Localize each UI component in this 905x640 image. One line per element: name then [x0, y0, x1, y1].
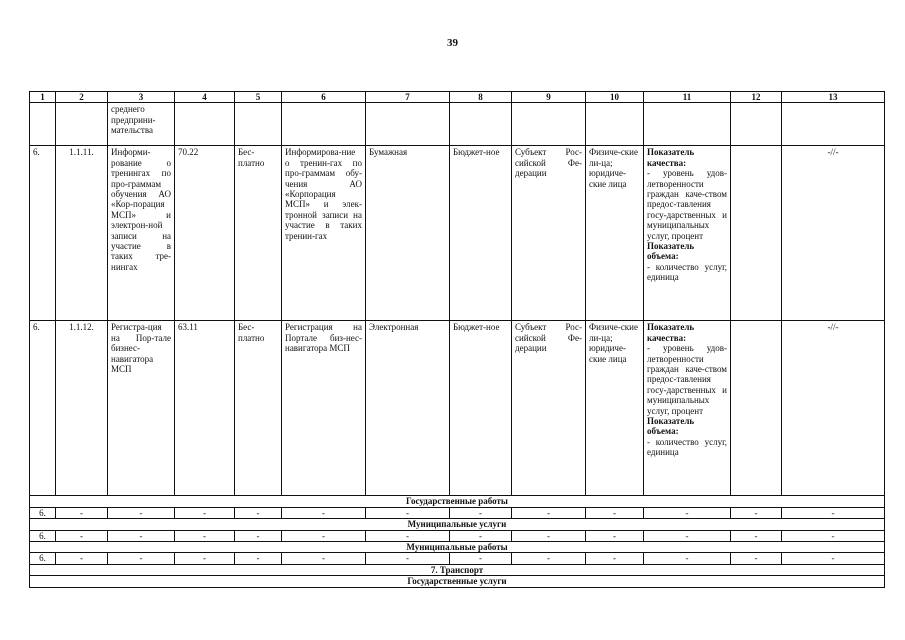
dash-cell: - [512, 507, 586, 518]
table-row [30, 146, 885, 321]
column-header: 7 [366, 92, 450, 103]
payment-type: Бес-платно [235, 321, 282, 496]
section-title: Государственные услуги [30, 576, 885, 587]
section-title: Государственные работы [30, 496, 885, 507]
column-header: 5 [235, 92, 282, 103]
table-cell [782, 103, 885, 146]
section-row [30, 564, 885, 575]
dash-cell: - [450, 553, 512, 564]
column-number-row [30, 92, 885, 103]
empty-entry-row [30, 553, 885, 564]
table-cell [56, 103, 108, 146]
quality-indicator-text: - уровень удов-летворенности граждан каче-ством предос-тавления госу-дарственных и муниципальных услуг, процент [647, 343, 727, 416]
dash-cell: - [366, 507, 450, 518]
column-header: 3 [108, 92, 175, 103]
section-title: 7. Транспорт [30, 564, 885, 575]
service-content: Регистрация на Портале биз-нес-навигатора МСП [282, 321, 366, 496]
dash-cell: - [175, 507, 235, 518]
table-cell [282, 103, 366, 146]
table-cell [450, 103, 512, 146]
service-indicators [644, 321, 731, 496]
table-cell [235, 103, 282, 146]
column-header: 12 [731, 92, 782, 103]
dash-cell: - [366, 530, 450, 541]
dash-cell: - [56, 507, 108, 518]
dash-cell: - [56, 553, 108, 564]
row-number: 6. [30, 146, 56, 321]
dash-cell: - [235, 530, 282, 541]
dash-cell: - [175, 530, 235, 541]
page-number: 39 [447, 37, 458, 49]
dash-cell: - [731, 507, 782, 518]
institution-type: Бюджет-ное [450, 146, 512, 321]
dash-cell: - [108, 553, 175, 564]
column-header: 6 [282, 92, 366, 103]
dash-cell: - [731, 530, 782, 541]
dash-cell: - [366, 553, 450, 564]
row-number: 6. [30, 530, 56, 541]
dash-cell: - [56, 530, 108, 541]
column-header: 10 [586, 92, 644, 103]
dash-cell: - [586, 507, 644, 518]
table-cell [512, 103, 586, 146]
column-header: 1 [30, 92, 56, 103]
table-cell: среднего предприни-мательства [108, 103, 175, 146]
row-number: 6. [30, 507, 56, 518]
dash-cell: - [782, 553, 885, 564]
section-row [30, 576, 885, 587]
volume-indicator-label: Показатель объема: [647, 416, 695, 437]
payment-type: Бес-платно [235, 146, 282, 321]
table-row [30, 321, 885, 496]
legal-basis: -//- [782, 146, 885, 321]
column-header: 2 [56, 92, 108, 103]
column-header: 4 [175, 92, 235, 103]
service-form: Электронная [366, 321, 450, 496]
dash-cell: - [512, 553, 586, 564]
dash-cell: - [282, 507, 366, 518]
row-number: 6. [30, 321, 56, 496]
volume-indicator-text: - количество услуг, единица [647, 436, 727, 458]
section-row [30, 496, 885, 507]
table-cell [30, 103, 56, 146]
founder-level: Субъект Рос-сийской Фе-дерации [512, 321, 586, 496]
founder-level: Субъект Рос-сийской Фе-дерации [512, 146, 586, 321]
service-name: Регистра-ция на Пор-тале бизнес-навигатора МСП [108, 321, 175, 496]
continuation-row [30, 103, 885, 146]
table-cell [731, 103, 782, 146]
empty-entry-row [30, 530, 885, 541]
okved-code: 70.22 [175, 146, 235, 321]
table-cell [644, 103, 731, 146]
table-cell [175, 103, 235, 146]
dash-cell: - [586, 553, 644, 564]
service-code: 1.1.11. [56, 146, 108, 321]
quality-indicator-label: Показатель качества: [647, 147, 695, 168]
column-header: 13 [782, 92, 885, 103]
empty-entry-row [30, 507, 885, 518]
dash-cell: - [235, 553, 282, 564]
section-row [30, 519, 885, 530]
dash-cell: - [644, 553, 731, 564]
dash-cell: - [282, 530, 366, 541]
service-content: Информирова-ние о тренин-гах по про-граммам обу-чения АО «Корпорация МСП» и элек-тронной записи на участие в таких тренин-гах [282, 146, 366, 321]
table-cell [586, 103, 644, 146]
dash-cell: - [782, 507, 885, 518]
consumer-category: Физиче-ские ли-ца; юридиче-ские лица [586, 321, 644, 496]
dash-cell: - [450, 507, 512, 518]
okved-code: 63.11 [175, 321, 235, 496]
dash-cell: - [175, 553, 235, 564]
quality-indicator-text: - уровень удов-летворенности граждан каче-ством предос-тавления госу-дарственных и муниципальных услуг, процент [647, 168, 727, 241]
quality-indicator-label: Показатель качества: [647, 322, 695, 343]
volume-indicator-label: Показатель объема: [647, 241, 695, 262]
institution-type: Бюджет-ное [450, 321, 512, 496]
service-indicators [644, 146, 731, 321]
service-code: 1.1.12. [56, 321, 108, 496]
dash-cell: - [108, 530, 175, 541]
column-header: 9 [512, 92, 586, 103]
table-cell [731, 146, 782, 321]
dash-cell: - [644, 530, 731, 541]
dash-cell: - [644, 507, 731, 518]
dash-cell: - [512, 530, 586, 541]
services-register-table [29, 91, 885, 588]
dash-cell: - [450, 530, 512, 541]
table-cell [731, 321, 782, 496]
volume-indicator-text: - количество услуг, единица [647, 261, 727, 283]
dash-cell: - [731, 553, 782, 564]
service-form: Бумажная [366, 146, 450, 321]
service-name: Информи-рование о тренингах по про-граммам обучения АО «Кор-порация МСП» и электрон-ной записи на участие в таких тре-нингах [108, 146, 175, 321]
section-title: Муниципальные работы [30, 542, 885, 553]
dash-cell: - [282, 553, 366, 564]
dash-cell: - [586, 530, 644, 541]
row-number: 6. [30, 553, 56, 564]
table-cell [366, 103, 450, 146]
section-title: Муниципальные услуги [30, 519, 885, 530]
legal-basis: -//- [782, 321, 885, 496]
dash-cell: - [108, 507, 175, 518]
section-row [30, 542, 885, 553]
consumer-category: Физиче-ские ли-ца; юридиче-ские лица [586, 146, 644, 321]
column-header: 8 [450, 92, 512, 103]
column-header: 11 [644, 92, 731, 103]
dash-cell: - [782, 530, 885, 541]
dash-cell: - [235, 507, 282, 518]
